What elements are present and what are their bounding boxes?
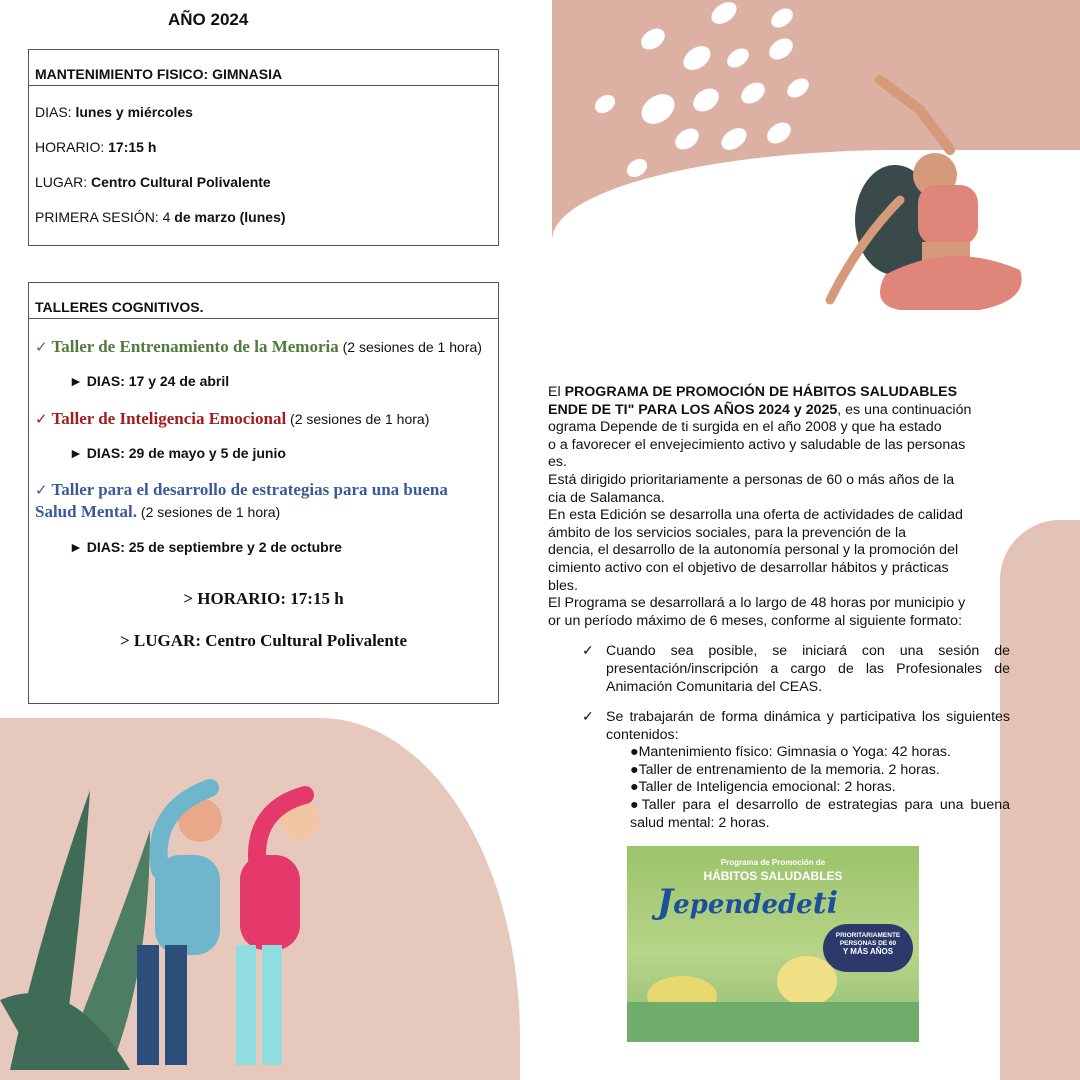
program-paragraph: El Programa se desarrollará a lo largo de 48 horas por municipio y <box>548 595 966 612</box>
gym-row-place: LUGAR: Centro Cultural Polivalente <box>35 174 271 190</box>
poster-title: HÁBITOS SALUDABLES <box>703 869 843 883</box>
program-paragraph: ograma Depende de ti surgida en el año 2008 y que ha estado <box>548 419 942 436</box>
program-paragraph: ENDE DE TI" PARA LOS AÑOS 2024 y 2025, es una continuación <box>548 401 972 418</box>
poster-subtitle: Programa de Promoción de <box>720 858 826 867</box>
workshops-header: TALLERES COGNITIVOS. <box>29 283 498 319</box>
year-title: AÑO 2024 <box>168 10 249 29</box>
program-bullet: ✓ Se trabajarán de forma dinámica y participativa los siguientes contenidos: <box>582 709 1010 743</box>
workshops-schedule: > HORARIO: 17:15 h <box>183 589 344 608</box>
program-paragraph: dencia, el desarrollo de la autonomía personal y la promoción del <box>548 542 959 559</box>
program-paragraph: cia de Salamanca. <box>548 489 665 506</box>
program-description <box>548 384 1010 832</box>
poster-badge: PRIORITARIAMENTE PERSONAS DE 60 Y MÁS AÑOS <box>823 924 913 972</box>
gym-row-time: HORARIO: 17:15 h <box>35 139 157 155</box>
workshop-days: ► DIAS: 29 de mayo y 5 de junio <box>69 445 286 461</box>
program-bullet: ✓ Cuando sea posible, se iniciará con una sesión de presentación/inscripción a cargo de las Profesionales de Animación Comunitaria del CEAS. <box>582 643 1010 695</box>
workshops-location: > LUGAR: Centro Cultural Polivalente <box>119 631 408 650</box>
program-paragraph: ámbito de los servicios sociales, para la prevención de la <box>548 524 907 541</box>
program-paragraph: or un período máximo de 6 meses, conforme al siguiente formato: <box>548 612 963 629</box>
gym-row-first-session: PRIMERA SESIÓN: 4 de marzo (lunes) <box>35 209 286 225</box>
program-paragraph: o a favorecer el envejecimiento activo y saludable de las personas <box>548 436 966 453</box>
gym-panel <box>28 49 499 246</box>
program-subitem: ●Mantenimiento físico: Gimnasia o Yoga: 42 horas. <box>630 744 951 761</box>
decorative-blob-right <box>1000 520 1080 1080</box>
program-paragraph: bles. <box>548 577 578 594</box>
program-poster <box>627 846 919 1042</box>
workshop-item: ✓ Taller de Entrenamiento de la Memoria (2 sesiones de 1 hora) <box>35 337 482 356</box>
program-subitem: ●Taller de Inteligencia emocional: 2 horas. <box>630 779 896 796</box>
program-subitem: ●Taller para el desarrollo de estrategias para una buena salud mental: 2 horas. <box>630 797 1010 831</box>
program-paragraph: El PROGRAMA DE PROMOCIÓN DE HÁBITOS SALUDABLES <box>548 384 958 400</box>
gym-header: MANTENIMIENTO FISICO: GIMNASIA <box>29 50 498 86</box>
program-paragraph: cimiento activo con el objetivo de desarrollar hábitos y prácticas <box>548 559 949 576</box>
workshop-days: ► DIAS: 25 de septiembre y 2 de octubre <box>69 539 342 555</box>
program-paragraph: Está dirigido prioritariamente a personas de 60 o más años de la <box>548 471 955 488</box>
workshops-panel <box>28 282 499 704</box>
gym-row-days: DIAS: lunes y miércoles <box>35 104 193 120</box>
yoga-woman-illustration <box>800 70 1040 320</box>
program-paragraph: es. <box>548 454 567 471</box>
program-paragraph: En esta Edición se desarrolla una oferta de actividades de calidad <box>548 507 963 524</box>
seniors-exercising-illustration <box>0 770 340 1080</box>
poster-brand: Jependedeti <box>657 882 838 922</box>
workshop-item: ✓ Taller para el desarrollo de estrategias para una buena Salud Mental. (2 sesiones de 1 hora) <box>35 480 448 521</box>
workshop-item: ✓ Taller de Inteligencia Emocional (2 sesiones de 1 hora) <box>35 409 430 428</box>
program-subitem: ●Taller de entrenamiento de la memoria. 2 horas. <box>630 761 940 778</box>
workshop-days: ► DIAS: 17 y 24 de abril <box>69 373 230 389</box>
